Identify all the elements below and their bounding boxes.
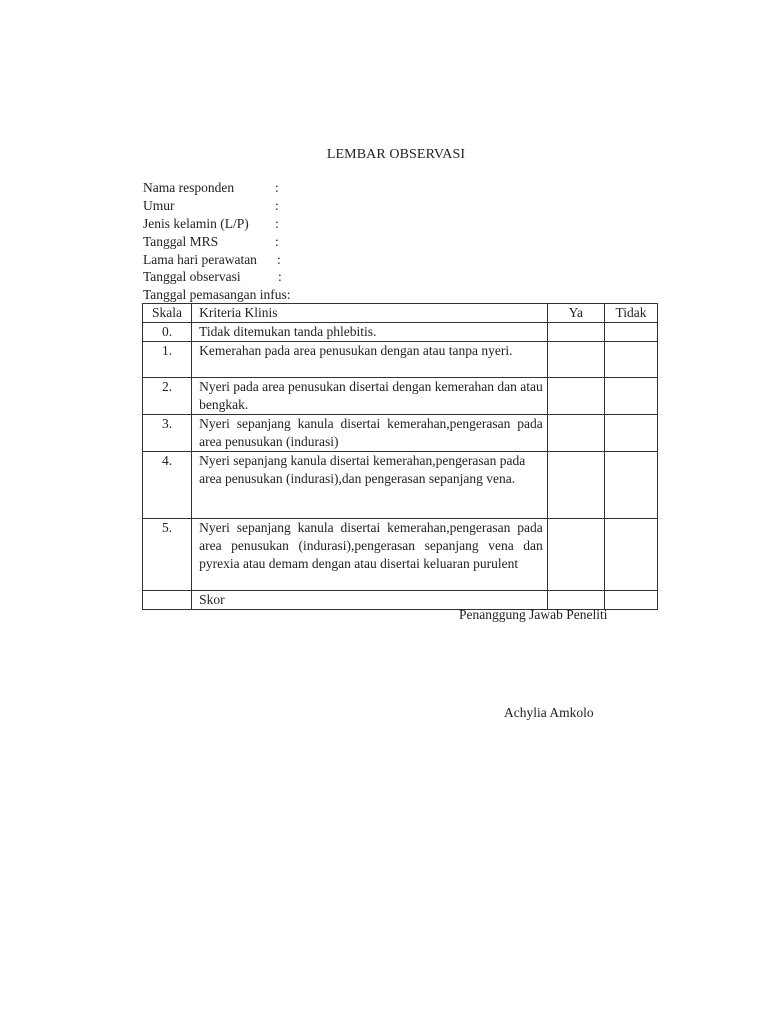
header-ya: Ya [547,304,604,323]
field-tanggal-mrs [143,233,463,251]
field-label: Jenis kelamin (L/P) [143,215,249,231]
cell-kriteria [192,378,548,415]
cell-tidak-checkbox[interactable] [604,378,657,415]
table-row [143,342,658,378]
cell-ya-checkbox[interactable] [547,415,604,452]
field-colon: : [275,233,279,249]
field-label: Tanggal observasi [143,269,241,285]
header-kriteria-label: Kriteria Klinis [199,305,278,320]
field-label: Nama responden [143,180,235,195]
table-row [143,323,658,342]
field-label: Tanggal pemasangan infus: [143,287,291,303]
page-title: LEMBAR OBSERVASI [326,147,466,162]
field-label: Lama hari perawatan [143,251,257,267]
field-umur [143,197,463,215]
cell-skala: 3. [143,415,192,452]
table-row [143,378,658,415]
field-jenis-kelamin [143,215,463,233]
cell-tidak-checkbox[interactable] [604,342,657,378]
field-tanggal-pemasangan-infus [143,286,463,304]
signer-role: Penanggung Jawab Peneliti [459,607,608,622]
kriteria-text: Nyeri sepanjang kanula disertai kemerahan,pengerasan pada area penusukan (indurasi) [199,416,543,449]
field-label: Tanggal MRS [143,233,219,249]
header-kriteria-klinis [192,304,548,323]
field-colon: : [275,215,279,231]
cell-ya-checkbox[interactable] [547,342,604,378]
kriteria-text: Tidak ditemukan tanda phlebitis. [199,324,377,339]
cell-skala: 4. [143,452,192,519]
cell-skala: 2. [143,378,192,415]
field-tanggal-observasi [143,268,463,286]
field-colon: : [275,180,279,195]
cell-tidak-checkbox[interactable] [604,452,657,519]
field-colon: : [278,269,282,285]
cell-tidak-checkbox[interactable] [604,323,657,342]
cell-tidak-checkbox[interactable] [604,415,657,452]
field-lama-hari-perawatan [143,251,463,269]
cell-tidak-checkbox[interactable] [604,519,657,591]
kriteria-text: Kemerahan pada area penusukan dengan atau tanpa nyeri. [199,343,513,358]
cell-ya-checkbox[interactable] [547,452,604,519]
kriteria-text: Nyeri sepanjang kanula disertai kemerahan,pengerasan pada area penusukan (indurasi),dan pengerasan sepanjang vena. [199,453,526,486]
kriteria-text: Nyeri pada area penusukan disertai dengan kemerahan dan atau bengkak. [199,379,543,412]
cell-ya-checkbox[interactable] [547,378,604,415]
footer-tidak-cell[interactable] [604,591,657,610]
field-label: Umur [143,197,175,213]
table-row [143,452,658,519]
skor-label: Skor [199,592,225,607]
cell-skala: 0. [143,323,192,342]
field-colon: : [277,251,281,267]
cell-kriteria [192,519,548,591]
field-colon: : [275,197,279,213]
respondent-fields [143,179,463,304]
field-nama-responden [143,179,463,197]
cell-ya-checkbox[interactable] [547,323,604,342]
table-row [143,519,658,591]
cell-kriteria [192,323,548,342]
header-tidak: Tidak [604,304,657,323]
cell-kriteria [192,452,548,519]
signer-name: Achylia Amkolo [504,705,594,720]
cell-skala: 1. [143,342,192,378]
cell-skala: 5. [143,519,192,591]
observation-table [142,303,658,610]
cell-kriteria [192,415,548,452]
kriteria-text: Nyeri sepanjang kanula disertai kemerahan,pengerasan pada area penusukan (indurasi),pengerasan sepanjang vena dan pyrexia atau demam dengan atau disertai keluaran purulent [199,520,543,571]
table-header-row [143,304,658,323]
footer-skala [143,591,192,610]
cell-ya-checkbox[interactable] [547,519,604,591]
cell-kriteria [192,342,548,378]
header-skala: Skala [143,304,192,323]
table-row [143,415,658,452]
